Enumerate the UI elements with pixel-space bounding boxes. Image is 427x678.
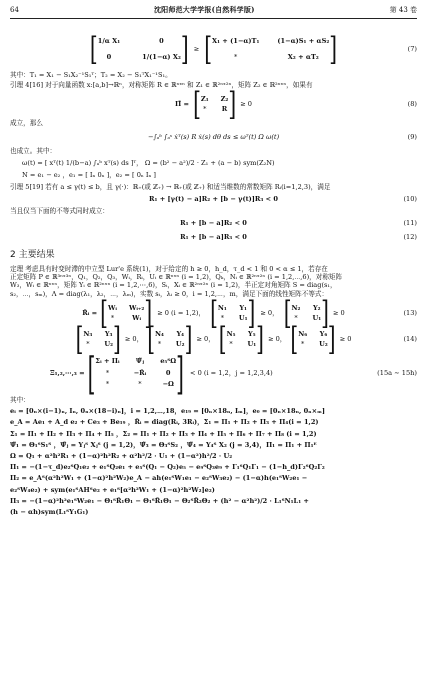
- section-heading: 2 主要结果: [10, 249, 55, 260]
- cell: N₁: [217, 303, 227, 312]
- matrix: [ N₂ Y₂ * U₁ ]: [283, 293, 329, 333]
- theorem-line: s₂，⋯，sₘ)，Λ = diag(λ₁，λ₂，⋯，λₘ)，实数 sᵢ，λᵢ ≥ 0，i = 1,2,⋯，m，满足下面的线性矩阵不等式：: [10, 289, 329, 298]
- cell: 0: [165, 368, 171, 377]
- definition-line: eᵢ = [0ₙ×(i−1)ₙ, Iₙ, 0ₙ×(18−i)ₙ]，i = 1,2,⋯,18，e₁₉ = [0ₙ×18ₙ, Iₘ]，e₀ = [0ₙ×18ₙ, 0ₙ×ₘ]: [10, 407, 326, 416]
- cell: Z₁: [200, 94, 209, 103]
- cell: Y₂: [312, 303, 321, 312]
- cell: Y₃: [104, 329, 113, 338]
- cell: −Ω: [162, 379, 174, 388]
- cell: 0: [106, 52, 112, 61]
- cell: *: [105, 368, 110, 377]
- equation-body: −∫ₐᵇ ∫ₐˢ ẋᵀ(s) R ẋ(s) dθ ds ≤ ωᵀ(t) Ω ω(t): [147, 133, 280, 142]
- cell: X₂ + αT₂: [287, 52, 319, 61]
- cell: U₁: [312, 313, 322, 322]
- matrix-right: [ X₁ + (1−α)T₁ (1−α)S₁ + αS₂ * X₂ + αT₂ ]: [204, 29, 338, 68]
- cell: Z₂: [220, 94, 229, 103]
- cell: X₁ + (1−α)T₁: [212, 36, 260, 45]
- text-line: 其中：T₁ = X₁ − S₁X₂⁻¹S₁ᵀ；T₂ = X₂ − S₁ᵀX₁⁻¹S₁。: [10, 70, 172, 79]
- definition-line: Ψ̃₁ = Θ₁ᵀS₁ᵀ ，Ψ̃ⱼ = Υⱼᵀ Xⱼᵀ (j = 1,2)，Ψ̃₃ = Θ₃ᵀS₂ ，Ψ̃₄ = Υ₄ᵀ X₂ (j = 3,4)，Π₁ = Π₁ + Π₁ᴱ: [10, 440, 317, 449]
- equation-number: (9): [407, 133, 417, 142]
- cell: Y₅: [248, 329, 256, 338]
- cell: N₆: [298, 329, 308, 338]
- cell: 1/α X₁: [97, 36, 121, 45]
- lhs: Ξ₁,₂,⋯,₃ =: [50, 368, 85, 377]
- running-header: [10, 6, 417, 19]
- lhs: R̂ᵢ =: [82, 308, 98, 317]
- cell: Y₄: [176, 329, 185, 338]
- matrix: [ Z₁ Z₂ * R ]: [193, 85, 237, 124]
- equation-number: (14): [403, 334, 417, 343]
- equation-number: (7): [407, 44, 417, 53]
- cell: *: [301, 339, 305, 348]
- cell: Wᵢ: [132, 313, 142, 322]
- cell: *: [229, 339, 233, 348]
- cell: 0: [159, 36, 164, 45]
- cell: U₂: [319, 339, 328, 348]
- cell: *: [138, 379, 142, 388]
- journal-title: 沈阳师范大学学报(自然科学版): [153, 5, 255, 14]
- equation-number: (15a ∼ 15h): [377, 368, 417, 377]
- equation-14: [ N₃ Y₃ * U₂ ] ≥ 0， [ N₄ Y₄ * U₂ ] ≥ 0， [ N₅ Y₅ * U₁ ] ≥ 0， [ N₆ Y₆ * U₂ ] ≥ 0 (14): [75, 319, 417, 359]
- cell: (1−α)S₁ + αS₂: [277, 36, 330, 45]
- relation: ≥ 0: [240, 100, 252, 109]
- matrix: [ N₃ Y₃ * U₂ ]: [75, 319, 121, 359]
- cell: Y₆: [319, 329, 328, 338]
- definition-line: e_A = Ae₁ + A_d e₂ + Ce₃ + Be₁₉ ，R̂ᵢ = diag(Rᵢ, 3Rᵢ)，Σ₁ = Π₁ + Π₂ + Π₃ + Π₄(i = 1,2): [10, 418, 319, 427]
- equation-number: (10): [403, 195, 417, 204]
- equation-body: R₁ + [b − a]R₃ < 0: [180, 232, 247, 241]
- cell: *: [294, 313, 298, 322]
- theorem-line: 正定矩阵 P ∈ ℝ³ⁿˣ³ⁿ，Q₁，Q₂，Q₃，Wᵢ，Rᵢ，Uᵢ ∈ ℝⁿˣⁿ (i = 1,2)，Qₖ，Nᵢ ∈ ℝ²ⁿˣ²ⁿ (i = 1,2,⋯,6)，对称矩阵: [10, 273, 343, 282]
- definition-line: Ω = Q₁ + α²h²R₁ + (1−α)²h²R₂ + α²h²/2 · U₁ + (1−α²)h²/2 · U₂: [10, 451, 233, 460]
- equation-body: R₁ + [b − a]R₂ < 0: [180, 218, 247, 227]
- equation-number: (8): [407, 100, 417, 109]
- cell: N₂: [291, 303, 301, 312]
- theorem-line: W₃，Wᵢ ∈ ℝⁿˣⁿ，矩阵 Yᵢ ∈ ℝ²ⁿˣⁿ (i = 1,2,⋯,6)，Sᵢ，Xᵢ ∈ ℝ²ⁿˣ²ⁿ (i = 1,2)，半正定对角矩阵 S = diag(s₁，: [10, 281, 337, 290]
- definition-omega: ω(t) = [ xᵀ(t) 1/(b−a) ∫ₐᵇ xᵀ(s) ds ]ᵀ， Ω = (b² − a²)/2 · Z₁ + (a − b) sym(Z₂N): [22, 158, 275, 167]
- equation-12: [10, 230, 417, 244]
- cell: *: [220, 313, 225, 322]
- lhs: Π̃ =: [175, 100, 190, 109]
- cell: *: [234, 52, 238, 61]
- matrix: [ N₄ Y₄ * U₂ ]: [147, 319, 193, 359]
- cell: 1/(1−α) X₂: [142, 52, 181, 61]
- cell: Y₁: [239, 303, 247, 312]
- equation-number: (13): [403, 308, 417, 317]
- cell: *: [110, 313, 115, 322]
- equation-body: R₁ + [γ(t) − a]R₂ + [b − γ(t)]R₃ < 0: [149, 195, 278, 204]
- cell: *: [105, 379, 110, 388]
- text-line: 其中：: [10, 395, 30, 404]
- cell: *: [157, 339, 162, 348]
- text-line: 成立，那么: [10, 119, 43, 128]
- equation-7: [10, 27, 417, 71]
- cell: −R̂ᵢ: [133, 368, 147, 377]
- cell: e₅ᵀΩ: [160, 357, 177, 366]
- cell: Wᵢ₊₂: [128, 303, 145, 312]
- condition: < 0 (i = 1,2，j = 1,2,3,4): [189, 368, 273, 377]
- equation-10: [10, 191, 417, 207]
- cell: R: [221, 105, 228, 114]
- cell: U₂: [104, 339, 113, 348]
- cell: U₂: [175, 339, 185, 348]
- cell: Ψ̃ⱼ: [135, 357, 144, 366]
- matrix: [ N₅ Y₅ * U₁ ]: [218, 319, 264, 359]
- cell: U₁: [247, 339, 257, 348]
- equation-11: [10, 216, 417, 230]
- matrix: [ Σᵢ + Πᵢ Ψ̃ⱼ e₅ᵀΩ * −R̂ᵢ 0 * * −Ω ]: [87, 346, 184, 400]
- definitions-block: [10, 407, 417, 516]
- volume-label: 第 43 卷: [389, 6, 417, 14]
- lemma-5: 引理 5[19] 若有 a ≤ γ(t) ≤ b，且 γ(·)：ℝ₊(或 ℤ₊) → ℝ₊(或 ℤ₊) 和适当维数的常数矩阵 Rᵢ(i=1,2,3)，满足: [10, 183, 331, 192]
- equation-number: (11): [403, 218, 417, 227]
- equation-number: (12): [403, 232, 417, 241]
- definition-N: N = e₁ − e₂ ，e₁ = [ Iₙ 0ₙ ]，e₂ = [ 0ₙ Iₙ ]: [22, 170, 156, 179]
- cell: Σᵢ + Πᵢ: [95, 357, 120, 366]
- cell: Wᵢ: [107, 303, 117, 312]
- lemma-4: 引理 4[16] 对于向量函数 x:[a,b]→ℝⁿ，对称矩阵 R ∈ ℝⁿˣⁿ 和 Z₁ ∈ ℝ²ⁿˣ²ⁿ，矩阵 Z₂ ∈ ℝ²ⁿˣⁿ，如果有: [10, 80, 313, 89]
- cell: N₅: [226, 329, 236, 338]
- cell: *: [203, 105, 207, 114]
- text-line: 也成立。其中：: [10, 147, 57, 156]
- matrix: [ N₆ Y₆ * U₂ ]: [290, 319, 336, 359]
- cell: U₁: [238, 313, 248, 322]
- definition-line: (h − αh)sym(L₁ᵀY₁G₁): [10, 508, 89, 517]
- relation: ≥: [193, 44, 200, 53]
- matrix-left: [ 1/α X₁ 0 0 1/(1−α) X₂ ]: [89, 29, 189, 68]
- definition-line: Π₁ = −(1−τ_d)e₂ᵀQ₁e₂ + e₁ᵀQ₂e₁ + e₅ᵀ(Q₁ − Q₂)e₅ − e₉ᵀQ₃e₉ + Γ₁ᵀQ₁Γ₁ − (1−h_d)Γ₂ᵀQ₂Γ₂: [10, 463, 325, 472]
- page-number: 64: [10, 6, 19, 14]
- equation-9: [10, 127, 417, 147]
- definition-line: Π₃ = −(1−α)²h²e₁ᵀW₂e₁ − Θ₁ᵀR̂₁Θ₁ − Θ₁ᵀR̂₁Θ₁ − Θ₂ᵀR̂₂Θ₂ + (h² − α²h²)/2 · L₁ᵀN₁L₁ +: [10, 496, 309, 505]
- matrix: [ Wᵢ Wᵢ₊₂ * Wᵢ ]: [100, 293, 153, 333]
- equation-13: R̂ᵢ = [ Wᵢ Wᵢ₊₂ * Wᵢ ] ≥ 0 (i = 1,2)， [ N₁ Y₁ * U₁ ] ≥ 0， [ N₂ Y₂ * U₁ ] ≥ 0 (13): [82, 293, 417, 333]
- matrix: [ N₁ Y₁ * U₁ ]: [210, 293, 256, 333]
- condition: ≥ 0 (i = 1,2)，: [157, 308, 206, 317]
- cell: N₄: [155, 329, 164, 338]
- cell: N₃: [83, 329, 93, 338]
- text-line: 当且仅当下面的不等式同时成立：: [10, 207, 109, 216]
- definition-line: e₂ᵀW₄e₂) + sym(e₁ᵀAHᵀe₂ + e₁ᵀ[α²h²W₁ + (1−α)²h²W₂]e₂): [10, 485, 215, 494]
- cell: *: [86, 339, 90, 348]
- theorem-line: 定理 考虑具有时变时滞的中立型 Lur'e 系统(1)，对于给定的 h ≥ 0，h_d，τ_d < 1 和 0 < α ≤ 1，若存在: [10, 264, 328, 273]
- definition-line: Σ₁ = Π₁ + Π₂ + Π₃ + Π₄ + Π₅ ，Σ₂ = Π₁ + Π₂ + Π₃ + Π₄ + Π₅ + Π₆ + Π₇ + Π₈ (i = 1,2): [10, 429, 317, 438]
- definition-line: Π₂ = e_Aᵀ(α²h²W₁ + (1−α)²h²W₂)e_A − ah(e₁ᵀW₁e₁ − e₂ᵀW₃e₂) − (1−α)h(e₁ᵀW₂e₁ −: [10, 474, 308, 483]
